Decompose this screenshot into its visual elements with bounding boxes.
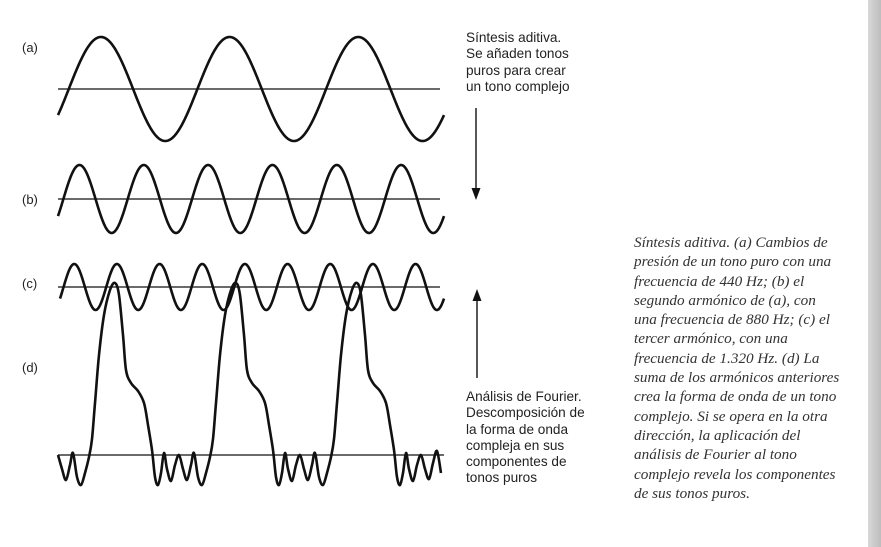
- panel-label-a: (a): [22, 40, 38, 55]
- caption-line: Síntesis aditiva. (a) Cambios de: [634, 234, 828, 251]
- caption-line: de sus tonos puros.: [634, 484, 750, 502]
- caption-line: análisis de Fourier al tono: [634, 446, 797, 464]
- caption-line: complejo. Si se opera en la otra: [634, 407, 828, 425]
- fourier-note-line: Análisis de Fourier.: [466, 389, 582, 404]
- synthesis-note-line: Síntesis aditiva.: [466, 30, 562, 45]
- fourier-note-line: compleja en sus: [466, 437, 565, 453]
- synthesis-note-line: puros para crear: [466, 62, 566, 78]
- fourier-arrow-up-icon: [473, 289, 482, 301]
- synthesis-arrow-down-icon: [472, 188, 481, 200]
- panel-label-d: (d): [22, 360, 38, 375]
- caption-line: tercer armónico, con una: [634, 330, 788, 348]
- fourier-note-line: la forma de onda: [466, 421, 569, 437]
- fourier-note: [466, 389, 585, 487]
- synthesis-note-line: un tono complejo: [466, 78, 570, 94]
- caption-line: crea la forma de onda de un tono: [634, 388, 837, 406]
- caption-line: una frecuencia de 880 Hz; (c) el: [634, 311, 830, 329]
- caption-line: complejo revela los componentes: [634, 465, 836, 483]
- caption-line: suma de los armónicos anteriores: [634, 369, 840, 387]
- fourier-note-line: componentes de: [466, 454, 567, 470]
- caption-line: presión de un tono puro con una: [634, 253, 832, 271]
- fourier-note-line: Descomposición de: [466, 405, 585, 421]
- synthesis-note-line: Se añaden tonos: [466, 46, 569, 62]
- caption-line: segundo armónico de (a), con: [634, 291, 816, 309]
- panel-label-c: (c): [22, 276, 38, 291]
- panel-label-b: (b): [22, 192, 38, 207]
- figure-caption: [634, 233, 870, 503]
- caption-line: frecuencia de 1.320 Hz. (d) La: [634, 349, 820, 367]
- fourier-note-line: tonos puros: [466, 470, 538, 486]
- synthesis-note: [466, 30, 570, 95]
- caption-line: frecuencia de 440 Hz; (b) el: [634, 272, 805, 290]
- caption-line: dirección, la aplicación del: [634, 426, 801, 444]
